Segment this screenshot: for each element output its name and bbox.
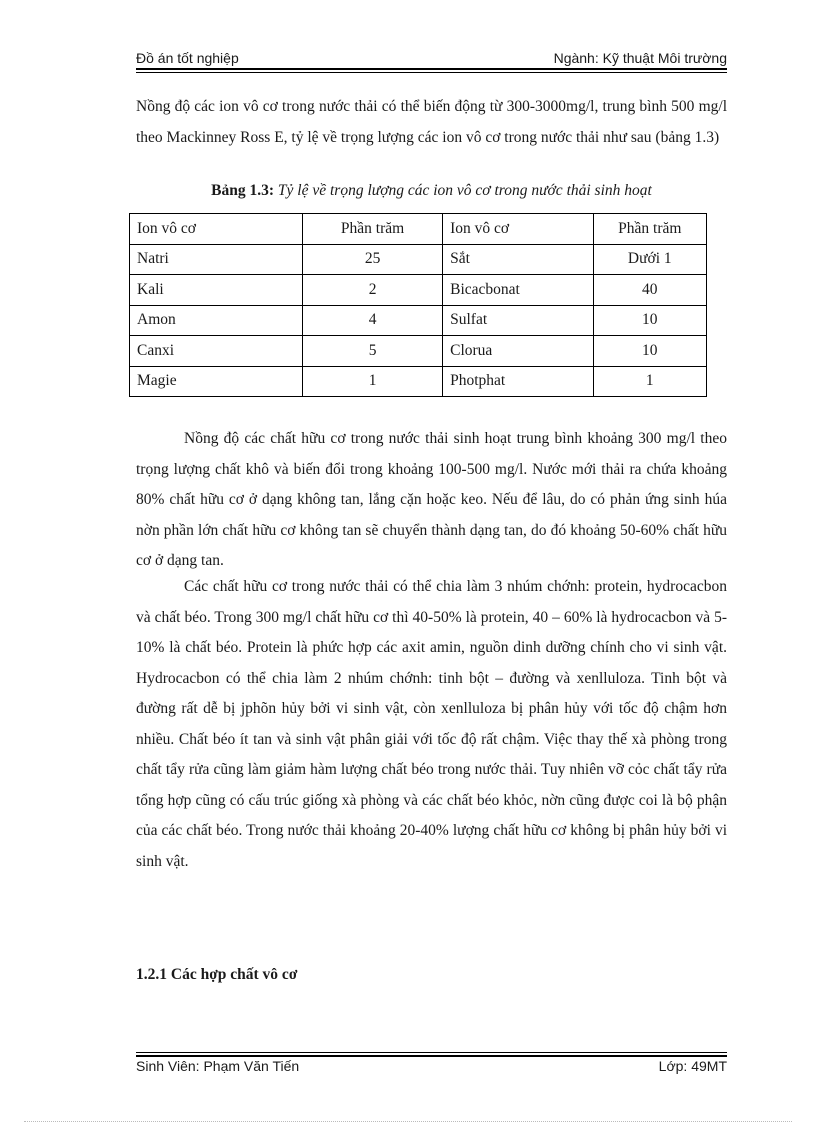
table-cell: 10 (593, 336, 706, 367)
table-header-row (130, 214, 707, 245)
header-cell: Phần trăm (303, 214, 443, 245)
table-cell: 40 (593, 275, 706, 306)
table-cell: 4 (303, 305, 443, 336)
table-cell: Natri (130, 244, 303, 275)
table-cell: 2 (303, 275, 443, 306)
page-edge-dots (24, 1121, 792, 1122)
table-cell: Photphat (443, 366, 593, 397)
page-footer (136, 1058, 727, 1078)
header-right: Ngành: Kỹ thuật Môi trường (553, 50, 727, 66)
header-cell: Phần trăm (593, 214, 706, 245)
table-cell: 5 (303, 336, 443, 367)
body-paragraph: Các chất hữu cơ trong nước thải có thể chia làm 3 nhúm chớnh: protein, hydrocacbon và chất béo. Trong 300 mg/l chất hữu cơ thì 40-50% là protein, 40 – 60% là hydrocacbon và 5- 10% là chất béo. Protein là phức hợp các axit amin, nguồn dinh dưỡng chính cho vi sinh vật. Hydrocacbon có thể chia làm 2 nhúm chớnh: tinh bột – đường và xenlluloza. Tinh bột và đường rất dễ bị jphõn hủy bởi vi sinh vật, còn xenlluloza bị phân hủy với tốc độ chậm hơn nhiều. Chất béo ít tan và sinh vật phân giải với tốc độ rất chậm. Việc thay thế xà phòng trong chất tẩy rửa cũng làm giảm hàm lượng chất béo trong nước thải. Tuy nhiên vỡ cỏc chất tẩy rửa tổng hợp cũng có cấu trúc giống xà phòng và các chất béo khỏc, nờn cũng được coi là bộ phận của các chất béo. Trong nước thải khoảng 20-40% lượng chất hữu cơ không bị phân hủy bởi vi sinh vật. (136, 578, 727, 870)
table-cell: 1 (303, 366, 443, 397)
footer-rule-thin (136, 1052, 727, 1053)
table-cell: Bicacbonat (443, 275, 593, 306)
footer-right: Lớp: 49MT (658, 1058, 727, 1074)
table-cell: 25 (303, 244, 443, 275)
table-cell: Magie (130, 366, 303, 397)
table-caption (136, 182, 727, 200)
table-row (130, 305, 707, 336)
footer-rule-thick (136, 1055, 727, 1057)
ion-table (129, 213, 707, 397)
header-rule-thin (136, 72, 727, 73)
table-cell: Clorua (443, 336, 593, 367)
section-heading: 1.2.1 Các hợp chất vô cơ (136, 966, 298, 983)
table-cell: Sắt (443, 244, 593, 275)
page-header (136, 50, 727, 70)
table-row (130, 336, 707, 367)
table-cell: Dưới 1 (593, 244, 706, 275)
table-cell: Kali (130, 275, 303, 306)
footer-left: Sinh Viên: Phạm Văn Tiến (136, 1058, 300, 1074)
table-cell: Sulfat (443, 305, 593, 336)
table-cell: 10 (593, 305, 706, 336)
body-paragraph: Nồng độ các chất hữu cơ trong nước thải sinh hoạt trung bình khoảng 300 mg/l theo trọng lượng chất khô và biến đổi trong khoảng 100-500 mg/l. Nước mới thải ra chứa khoảng 80% chất hữu cơ ở dạng không tan, lắng cặn hoặc keo. Nếu để lâu, do có phản ứng sinh húa nờn phần lớn chất hữu cơ không tan sẽ chuyển thành dạng tan, do đó khoảng 50-60% chất hữu cơ ở dạng tan. (136, 430, 727, 569)
table-row (130, 244, 707, 275)
header-rule-thick (136, 68, 727, 70)
table-row (130, 275, 707, 306)
table-cell: Amon (130, 305, 303, 336)
table-cell: Canxi (130, 336, 303, 367)
caption-text: Tỷ lệ về trọng lượng các ion vô cơ trong nước thải sinh hoạt (274, 182, 652, 199)
caption-label: Bảng 1.3: (211, 182, 275, 199)
table-cell: 1 (593, 366, 706, 397)
table-row (130, 366, 707, 397)
header-left: Đồ án tốt nghiệp (136, 50, 239, 66)
header-cell: Ion vô cơ (443, 214, 593, 245)
intro-paragraph: Nồng độ các ion vô cơ trong nước thải có thể biến động từ 300-3000mg/l, trung bình 500 mg/l theo Mackinney Ross E, tỷ lệ về trọng lượng các ion vô cơ trong nước thải như sau (bảng 1.3) (136, 98, 727, 146)
header-cell: Ion vô cơ (130, 214, 303, 245)
